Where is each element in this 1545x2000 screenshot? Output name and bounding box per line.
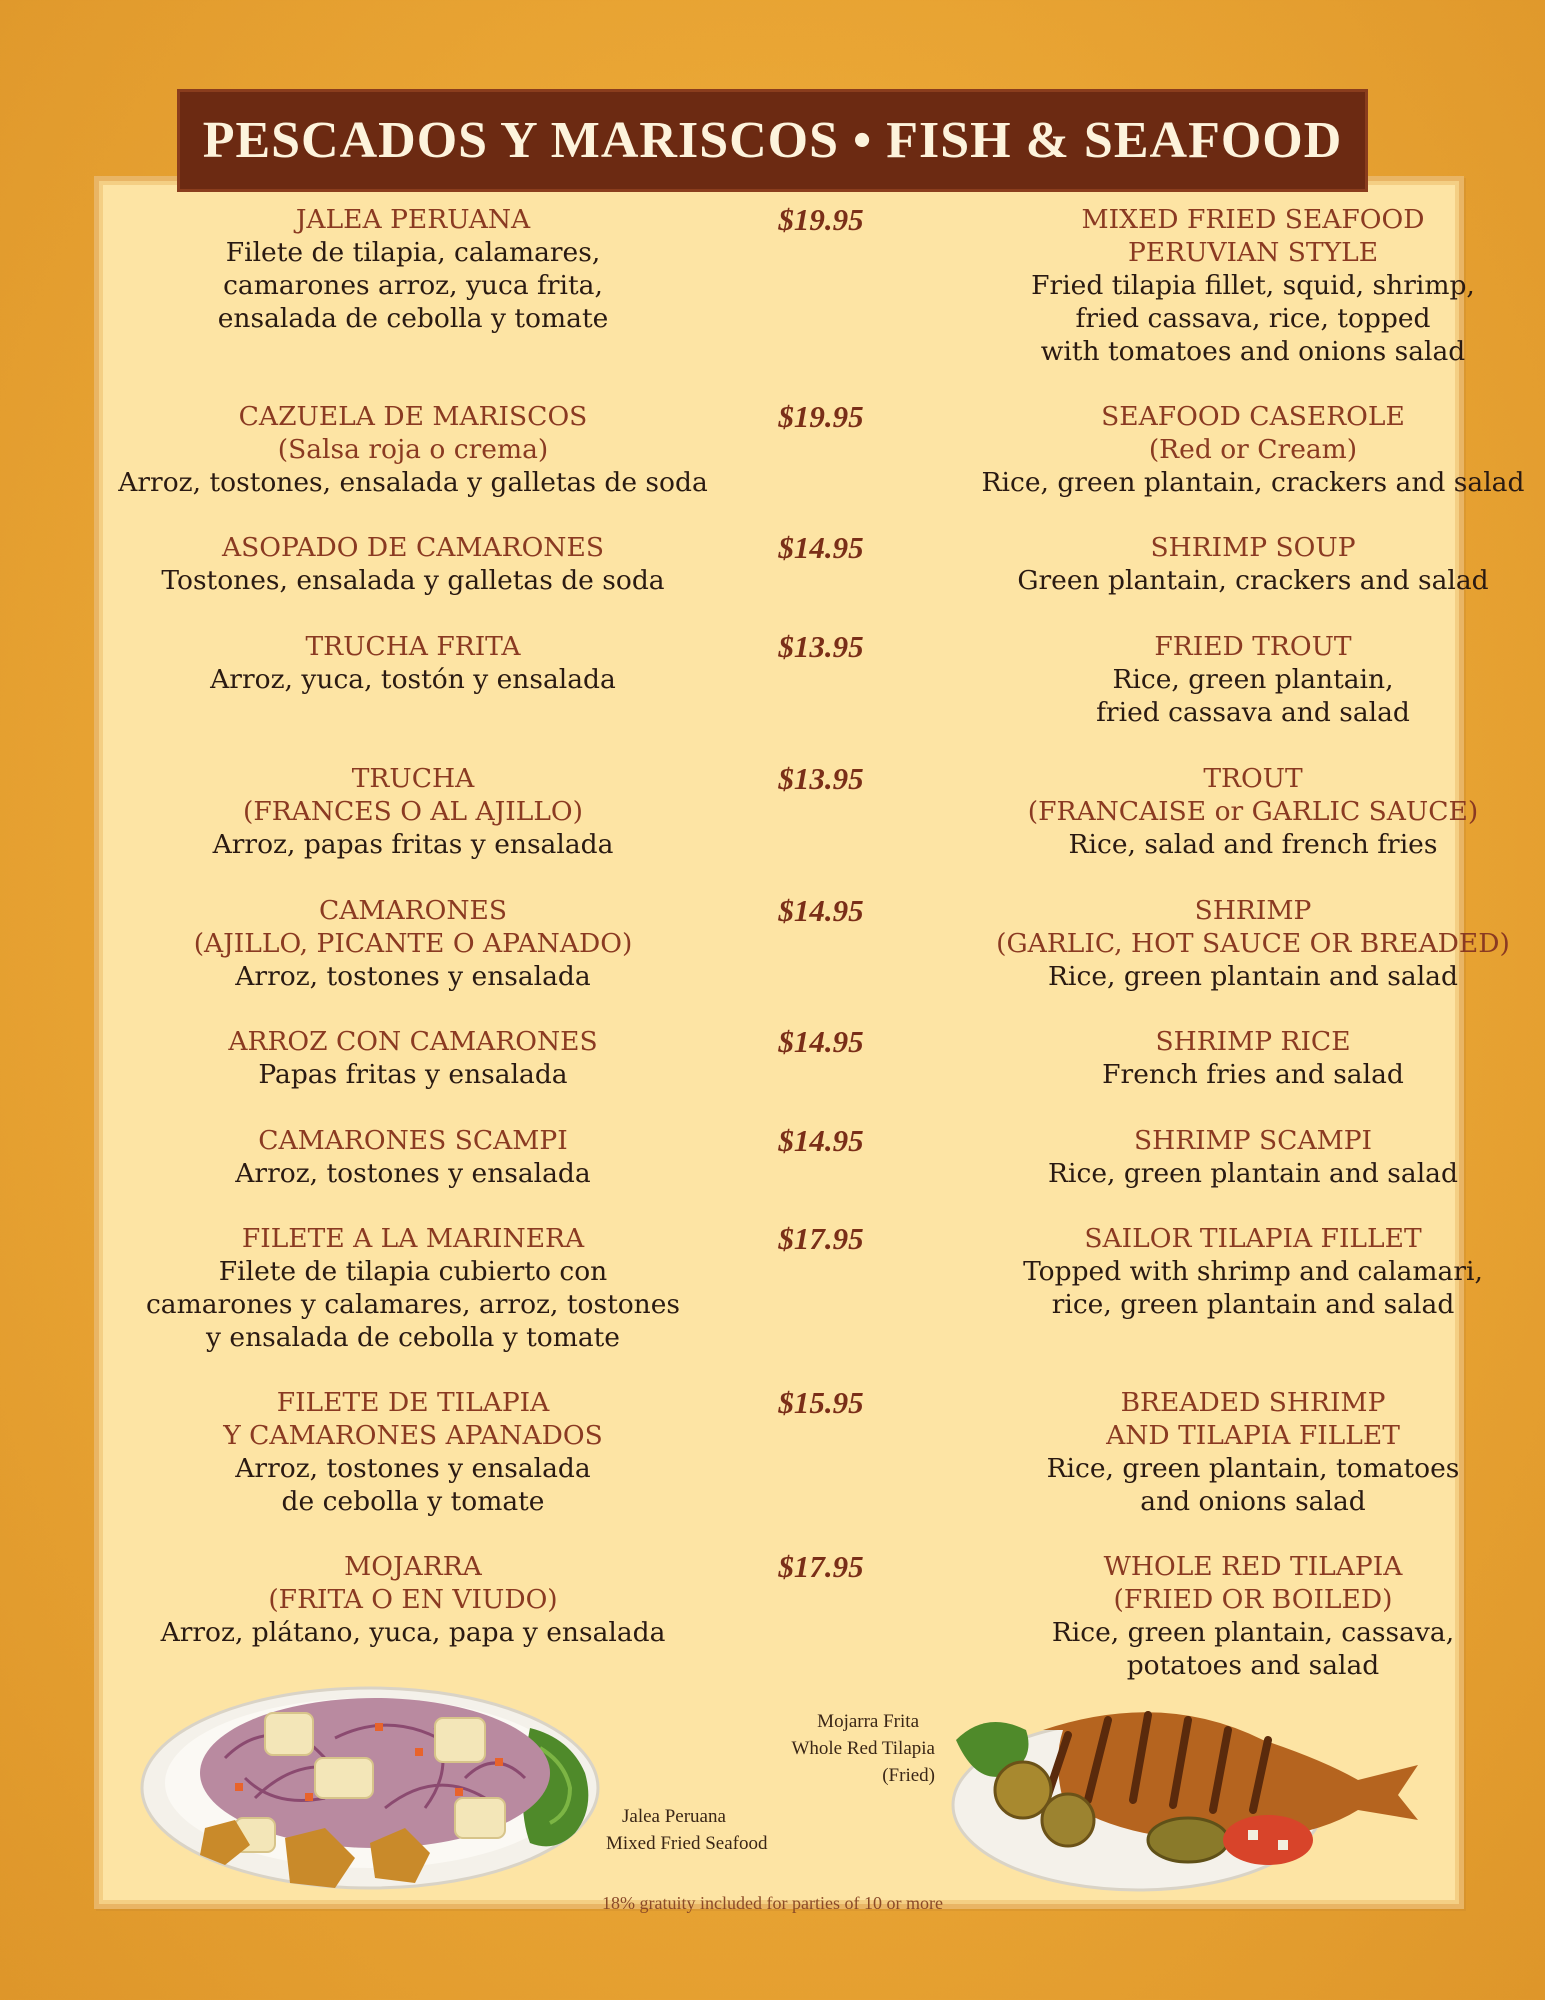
item-description: Arroz, papas fritas y ensalada — [212, 829, 614, 860]
item-description: ensalada de cebolla y tomate — [217, 303, 609, 334]
item-name: AND TILAPIA FILLET — [1106, 1420, 1400, 1451]
caption-line: Whole Red Tilapia — [791, 1738, 935, 1759]
spanish-column — [103, 400, 723, 499]
caption-line: Mixed Fried Seafood — [606, 1833, 768, 1854]
item-name: TROUT — [1203, 763, 1303, 794]
spanish-column — [103, 531, 723, 597]
item-name: SHRIMP SOUP — [1150, 532, 1356, 563]
item-name: SEAFOOD CASEROLE — [1101, 401, 1405, 432]
item-price: $15.95 — [778, 1385, 864, 1420]
item-description: Filete de tilapia cubierto con — [218, 1256, 608, 1287]
caption-line: (Fried) — [882, 1765, 935, 1786]
english-column — [903, 630, 1545, 729]
mojarra-frita-caption — [755, 1708, 935, 1789]
item-name: JALEA PERUANA — [295, 204, 531, 235]
title-banner — [180, 92, 1365, 189]
item-price: $19.95 — [778, 399, 864, 434]
item-price: $14.95 — [778, 530, 864, 565]
item-name: WHOLE RED TILAPIA — [1103, 1551, 1403, 1582]
item-description: Arroz, plátano, yuca, papa y ensalada — [160, 1617, 666, 1648]
item-description: Papas fritas y ensalada — [258, 1059, 568, 1090]
item-description: potatoes and salad — [1126, 1650, 1380, 1681]
item-price: $13.95 — [778, 629, 864, 664]
item-name: (GARLIC, HOT SAUCE OR BREADED) — [996, 928, 1510, 959]
item-name: (FRANCAISE or GARLIC SAUCE) — [1027, 796, 1479, 827]
item-name: SHRIMP RICE — [1155, 1026, 1351, 1057]
item-name: SHRIMP SCAMPI — [1133, 1125, 1373, 1156]
item-name: Y CAMARONES APANADOS — [223, 1420, 603, 1451]
item-name: (FRANCES O AL AJILLO) — [243, 796, 583, 827]
english-column — [903, 1025, 1545, 1091]
item-name: FRIED TROUT — [1154, 631, 1352, 662]
item-description: Arroz, tostones, ensalada y galletas de soda — [118, 467, 708, 498]
item-price: $17.95 — [778, 1221, 864, 1256]
item-name: TRUCHA FRITA — [305, 631, 521, 662]
item-description: Filete de tilapia, calamares, — [225, 237, 601, 268]
item-description: Arroz, tostones y ensalada — [235, 1453, 591, 1484]
item-name: SAILOR TILAPIA FILLET — [1084, 1223, 1422, 1254]
item-name: CAMARONES — [318, 895, 508, 926]
english-column — [903, 1222, 1545, 1321]
english-column — [903, 1124, 1545, 1190]
item-description: camarones y calamares, arroz, tostones — [145, 1289, 681, 1320]
item-description: French fries and salad — [1102, 1059, 1404, 1090]
gratuity-note: 18% gratuity included for parties of 10 or more — [602, 1893, 943, 1913]
spanish-column — [103, 1386, 723, 1518]
item-name: CAMARONES SCAMPI — [258, 1125, 568, 1156]
mojarra-frita-photo — [948, 1690, 1430, 1895]
item-name: FILETE A LA MARINERA — [241, 1223, 585, 1254]
item-description: Rice, green plantain and salad — [1048, 961, 1458, 992]
item-name: (Salsa roja o crema) — [277, 434, 549, 465]
item-name: BREADED SHRIMP — [1120, 1387, 1386, 1418]
english-column — [903, 203, 1545, 368]
item-price: $14.95 — [778, 1123, 864, 1158]
english-column — [903, 1550, 1545, 1682]
spanish-column — [103, 894, 723, 993]
item-description: rice, green plantain and salad — [1051, 1289, 1455, 1320]
caption-line: Mojarra Frita — [817, 1711, 919, 1732]
item-price: $17.95 — [778, 1549, 864, 1584]
item-description: Rice, salad and french fries — [1068, 829, 1438, 860]
item-name: (AJILLO, PICANTE O APANADO) — [193, 928, 633, 959]
item-description: fried cassava, rice, topped — [1075, 303, 1431, 334]
page-title: PESCADOS Y MARISCOS • FISH & SEAFOOD — [202, 112, 1343, 169]
jalea-peruana-photo — [135, 1668, 625, 1898]
item-description: Rice, green plantain, — [1112, 664, 1394, 695]
item-description: with tomatoes and onions salad — [1040, 336, 1466, 367]
item-description: Arroz, tostones y ensalada — [235, 1158, 591, 1189]
item-price: $19.95 — [778, 202, 864, 237]
item-description: Fried tilapia fillet, squid, shrimp, — [1031, 270, 1475, 301]
item-description: Arroz, tostones y ensalada — [235, 961, 591, 992]
item-name: (FRITA O EN VIUDO) — [268, 1584, 558, 1615]
caption-line: Jalea Peruana — [622, 1806, 726, 1827]
spanish-column — [103, 1222, 723, 1354]
item-name: MOJARRA — [344, 1551, 482, 1582]
english-column — [903, 1386, 1545, 1518]
item-name: ASOPADO DE CAMARONES — [221, 532, 604, 563]
item-name: TRUCHA — [351, 763, 475, 794]
item-name: FILETE DE TILAPIA — [276, 1387, 550, 1418]
item-description: Green plantain, crackers and salad — [1017, 565, 1489, 596]
spanish-column — [103, 1550, 723, 1649]
item-price: $13.95 — [778, 761, 864, 796]
item-price: $14.95 — [778, 893, 864, 928]
spanish-column — [103, 630, 723, 696]
item-name: SHRIMP — [1194, 895, 1312, 926]
item-description: Topped with shrimp and calamari, — [1023, 1256, 1483, 1287]
item-name: (FRIED OR BOILED) — [1113, 1584, 1393, 1615]
spanish-column — [103, 203, 723, 335]
item-description: Rice, green plantain, cassava, — [1051, 1617, 1455, 1648]
item-name: MIXED FRIED SEAFOOD — [1081, 204, 1425, 235]
jalea-peruana-caption — [606, 1803, 767, 1857]
spanish-column — [103, 1124, 723, 1190]
english-column — [903, 400, 1545, 499]
spanish-column — [103, 762, 723, 861]
item-price: $14.95 — [778, 1024, 864, 1059]
item-description: Rice, green plantain and salad — [1048, 1158, 1458, 1189]
item-description: camarones arroz, yuca frita, — [223, 270, 603, 301]
english-column — [903, 531, 1545, 597]
item-description: fried cassava and salad — [1096, 697, 1410, 728]
spanish-column — [103, 1025, 723, 1091]
item-name: PERUVIAN STYLE — [1127, 237, 1379, 268]
english-column — [903, 894, 1545, 993]
item-description: de cebolla y tomate — [281, 1486, 545, 1517]
item-description: Rice, green plantain, crackers and salad — [981, 467, 1525, 498]
english-column — [903, 762, 1545, 861]
item-description: Tostones, ensalada y galletas de soda — [161, 565, 665, 596]
item-description: Rice, green plantain, tomatoes — [1046, 1453, 1460, 1484]
item-description: Arroz, yuca, tostón y ensalada — [210, 664, 616, 695]
item-description: y ensalada de cebolla y tomate — [206, 1322, 620, 1353]
item-name: ARROZ CON CAMARONES — [228, 1026, 598, 1057]
item-name: (Red or Cream) — [1148, 434, 1358, 465]
item-name: CAZUELA DE MARISCOS — [238, 401, 588, 432]
item-description: and onions salad — [1140, 1486, 1366, 1517]
